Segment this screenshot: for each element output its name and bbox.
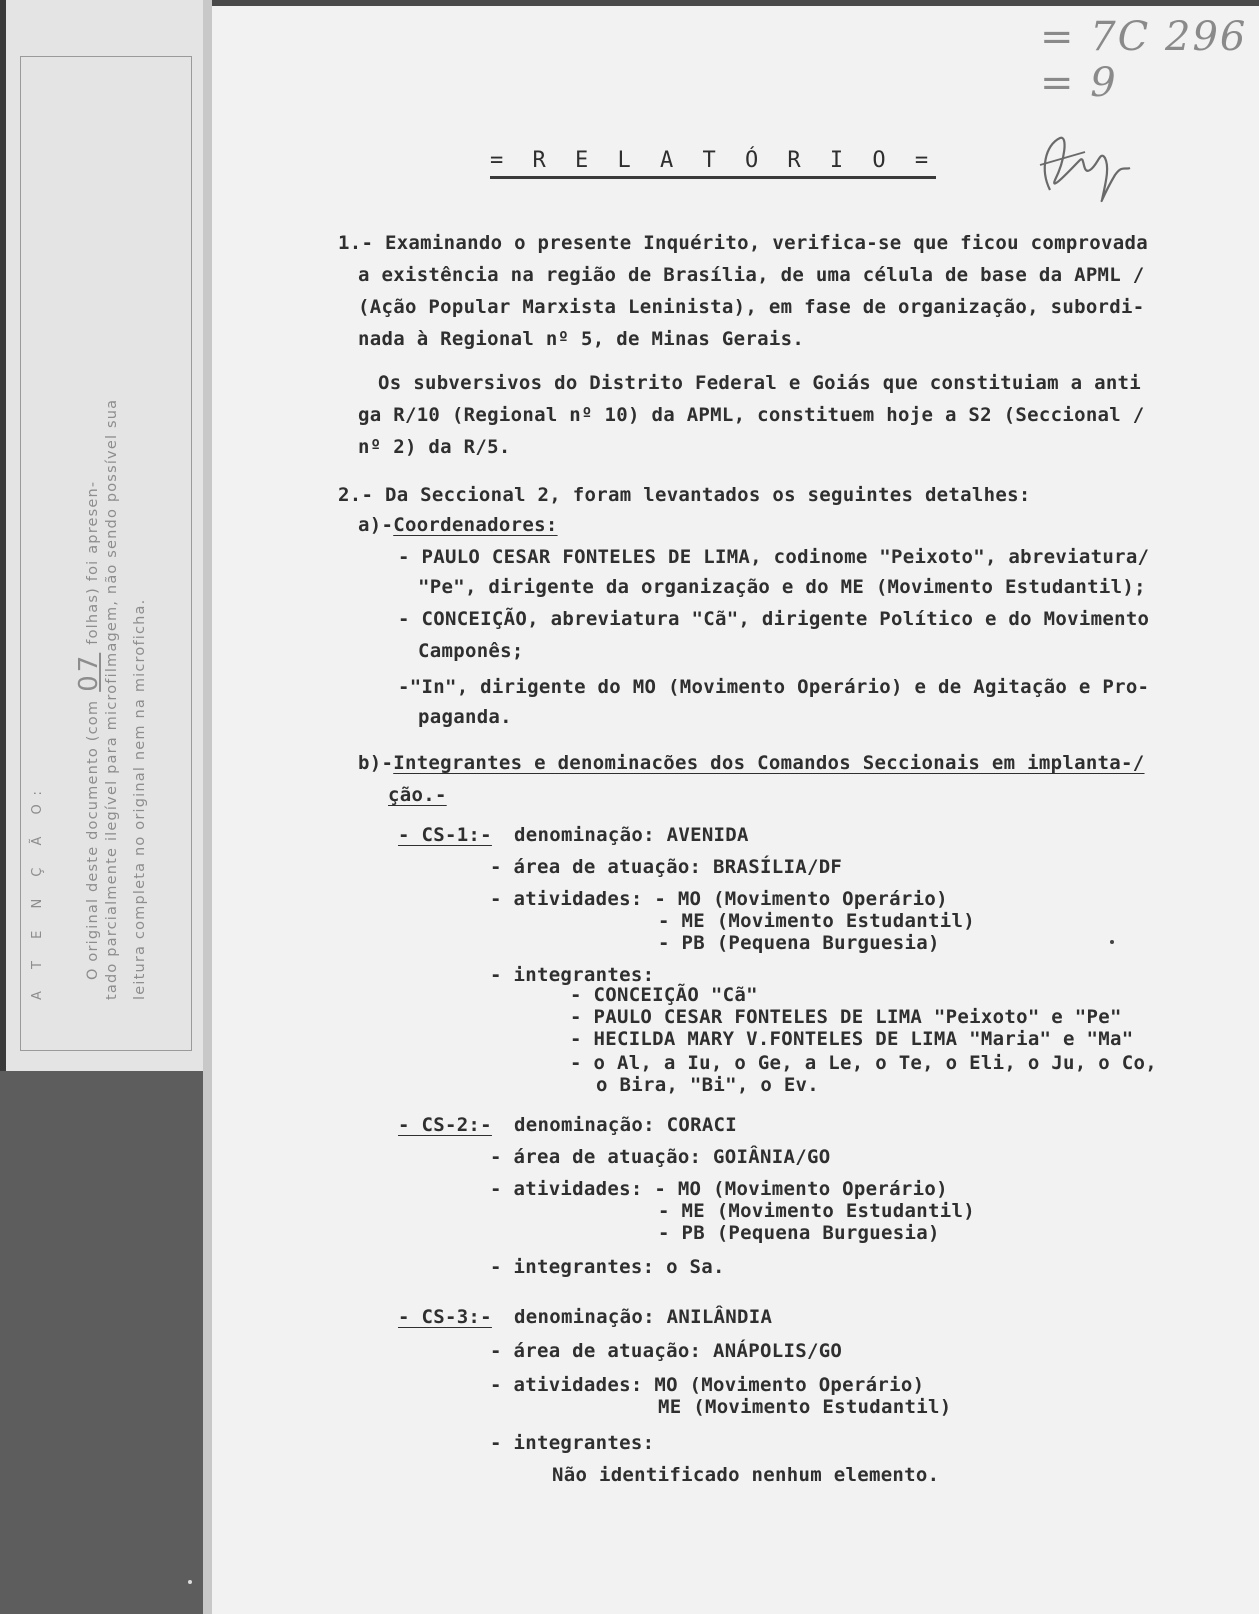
coordenador-line: "Pe", dirigente da organização e do ME (Movimento Estudantil); — [418, 576, 1146, 598]
p2-line: Os subversivos do Distrito Federal e Goiás que constituiam a anti — [378, 372, 1142, 394]
cs2-denominacao: denominação: CORACI — [514, 1114, 738, 1136]
cs1-denominacao: denominação: AVENIDA — [514, 824, 749, 846]
notice-page-count: 07 — [74, 652, 104, 692]
notice-line-1-pre: O original deste documento (com — [85, 699, 101, 980]
cs1-member: - CONCEIÇÃO "Cã" — [570, 984, 758, 1006]
coordenador-line: paganda. — [418, 706, 512, 728]
cs1-member: - o Al, a Iu, o Ge, a Le, o Te, o Eli, o Ju, o Co, — [570, 1052, 1157, 1074]
cs2-integrantes: - integrantes: o Sa. — [490, 1256, 725, 1278]
cs1-label: - CS-1:- — [398, 824, 492, 846]
cs3-atividades-2: ME (Movimento Estudantil) — [658, 1396, 952, 1418]
page-shadow — [203, 0, 212, 1614]
cs3-area: - área de atuação: ANÁPOLIS/GO — [490, 1340, 843, 1362]
handwritten-signature — [1010, 130, 1160, 210]
notice-line-1 — [74, 481, 104, 980]
cs2-atividades-2: - ME (Movimento Estudantil) — [658, 1200, 975, 1222]
cs1-member: - PAULO CESAR FONTELES DE LIMA "Peixoto" e "Pe" — [570, 1006, 1122, 1028]
page-top-edge — [212, 0, 1259, 6]
p1-line: a existência na região de Brasília, de uma célula de base da APML / — [358, 264, 1145, 286]
coordenador-line: - PAULO CESAR FONTELES DE LIMA, codinome "Peixoto", abreviatura/ — [398, 546, 1150, 568]
notice-line-3: leitura completa no original nem na microficha. — [132, 598, 148, 1000]
notice-heading: A T E N Ç Ã O: — [30, 782, 45, 1000]
cs3-atividades: - atividades: MO (Movimento Operário) — [490, 1374, 925, 1396]
cs1-atividades-2: - ME (Movimento Estudantil) — [658, 910, 975, 932]
scanner-dark-area — [0, 1071, 203, 1614]
item-a-label: Coordenadores: — [393, 514, 558, 536]
comandos-heading-cont: ção.- — [388, 784, 447, 806]
cs2-atividades: - atividades: - MO (Movimento Operário) — [490, 1178, 948, 1200]
cs1-atividades: - atividades: - MO (Movimento Operário) — [490, 888, 948, 910]
cs1-member: - HECILDA MARY V.FONTELES DE LIMA "Maria" e "Ma" — [570, 1028, 1134, 1050]
p2-line: ga R/10 (Regional nº 10) da APML, constituem hoje a S2 (Seccional / — [358, 404, 1145, 426]
cs2-area: - área de atuação: GOIÂNIA/GO — [490, 1146, 831, 1168]
item-a-prefix: a)- — [358, 514, 394, 536]
document-title: = R E L A T Ó R I O = — [490, 148, 936, 179]
scan-speck — [1110, 940, 1114, 944]
cs3-integrantes: - integrantes: — [490, 1432, 655, 1454]
microfilm-notice — [30, 60, 180, 1000]
cs3-denominacao: denominação: ANILÂNDIA — [514, 1306, 773, 1328]
section-2-heading: 2.- Da Seccional 2, foram levantados os seguintes detalhes: — [338, 484, 1031, 506]
item-b-label: Integrantes e denominacões dos Comandos Seccionais em implanta-/ — [393, 752, 1145, 774]
cs1-member: o Bira, "Bi", o Ev. — [596, 1074, 820, 1096]
p1-line: (Ação Popular Marxista Leninista), em fase de organização, subordi- — [358, 296, 1145, 318]
coordenador-line: -"In", dirigente do MO (Movimento Operário) e de Agitação e Pro- — [398, 676, 1150, 698]
item-b-prefix: b)- — [358, 752, 394, 774]
coordenadores-heading — [358, 514, 558, 536]
cs2-atividades-3: - PB (Pequena Burguesia) — [658, 1222, 940, 1244]
notice-line-1-post: folhas) foi apresen- — [85, 480, 101, 645]
cs1-integrantes: - integrantes: — [490, 964, 655, 986]
notice-line-2: tado parcialmente ilegível para microfilmagem, não sendo possível sua — [104, 398, 120, 1000]
scan-speck — [188, 1580, 192, 1584]
archive-stamp: = 7C 296 = 9 — [1040, 14, 1248, 106]
cs2-label: - CS-2:- — [398, 1114, 492, 1136]
cs3-label: - CS-3:- — [398, 1306, 492, 1328]
p2-line: nº 2) da R/5. — [358, 436, 511, 458]
cs1-area: - área de atuação: BRASÍLIA/DF — [490, 856, 843, 878]
comandos-heading — [358, 752, 1145, 774]
p1-line: 1.- Examinando o presente Inquérito, verifica-se que ficou comprovada — [338, 232, 1148, 254]
cs3-none: Não identificado nenhum elemento. — [552, 1464, 940, 1486]
cs1-atividades-3: - PB (Pequena Burguesia) — [658, 932, 940, 954]
coordenador-line: - CONCEIÇÃO, abreviatura "Cã", dirigente Político e do Movimento — [398, 608, 1150, 630]
coordenador-line: Camponês; — [418, 640, 524, 662]
p1-line: nada à Regional nº 5, de Minas Gerais. — [358, 328, 805, 350]
